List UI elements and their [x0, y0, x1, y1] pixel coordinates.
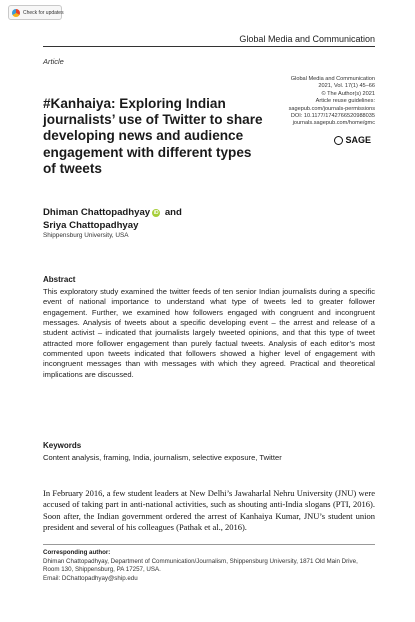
meta-journal-link[interactable]: journals.sagepub.com/home/gmc [292, 120, 375, 127]
keywords-heading: Keywords [43, 441, 82, 450]
body-paragraph: In February 2016, a few student leaders at New Delhi’s Jawaharlal Nehru University (JNU) were accused of taking part in anti-national activities, such as shouting anti-India slogans (PTI, 2016). Soon after, the Indian government ordered the arrest of Kanhaiya Kumar, JNU’s student union president and several of his colleagues (Pathak et al., 2016). [43, 488, 375, 532]
footnote-divider [43, 544, 375, 545]
author-1[interactable]: Dhiman Chattopadhyay [43, 207, 151, 218]
corresponding-author [43, 549, 375, 583]
orcid-icon[interactable]: iD [153, 210, 159, 216]
check-for-updates-label: Check for updates [23, 9, 64, 16]
author-affiliation: Shippensburg University, USA [43, 232, 129, 239]
corresponding-author-email[interactable]: Email: DChattopadhyay@ship.edu [43, 574, 138, 582]
sage-logo-text: SAGE [345, 135, 371, 145]
article-meta [289, 76, 375, 128]
corresponding-author-address: Dhiman Chattopadhyay, Department of Communication/Journalism, Shippensburg University, 1871 Old Main Drive, Room 130, Shippensburg, PA 17257, USA. [43, 557, 358, 573]
meta-reuse-label: Article reuse guidelines: [315, 98, 375, 105]
sage-mark-icon [334, 136, 343, 145]
article-type: Article [43, 57, 64, 66]
keywords-text: Content analysis, framing, India, journalism, selective exposure, Twitter [43, 453, 282, 462]
article-title: #Kanhaiya: Exploring Indian journalists’ use of Twitter to share developing news and audience engagement with different types of tweets [43, 96, 263, 176]
journal-name: Global Media and Communication [239, 34, 375, 44]
meta-copyright: © The Author(s) 2021 [321, 90, 375, 97]
sage-logo [334, 135, 371, 145]
check-for-updates-badge[interactable] [8, 5, 62, 20]
abstract-text: This exploratory study examined the twitter feeds of ten senior Indian journalists during a specific event of national importance to understand what type of tweets led to greater follower engagement. Further, we examined how followers engaged with congruent and incongruent messages. Analysis of tweets about a specific developing event – the arrest and release of a student activist – indicated that journalists largely tweeted opinions, and that this type of tweet attracted more follower engagement than purely factual tweets. Analysis of each editor’s most commented upon tweets indicated that followers showed a higher level of engagement with incongruent messages than with messages with which they agreed. Practical and theoretical implications are discussed. [43, 287, 375, 379]
header-divider [43, 46, 375, 47]
meta-volume: 2021, Vol. 17(1) 45–66 [318, 83, 375, 90]
meta-doi[interactable]: DOI: 10.1177/1742766520988035 [290, 113, 375, 120]
author-2[interactable]: Sriya Chattopadhyay [43, 220, 139, 231]
crossmark-icon [12, 9, 20, 17]
corresponding-author-label: Corresponding author: [43, 549, 111, 556]
meta-journal: Global Media and Communication [290, 76, 375, 82]
author-conjunction: and [164, 207, 182, 218]
abstract-heading: Abstract [43, 275, 76, 284]
author-list [43, 206, 263, 232]
meta-permissions-link[interactable]: sagepub.com/journals-permissions [288, 105, 375, 112]
